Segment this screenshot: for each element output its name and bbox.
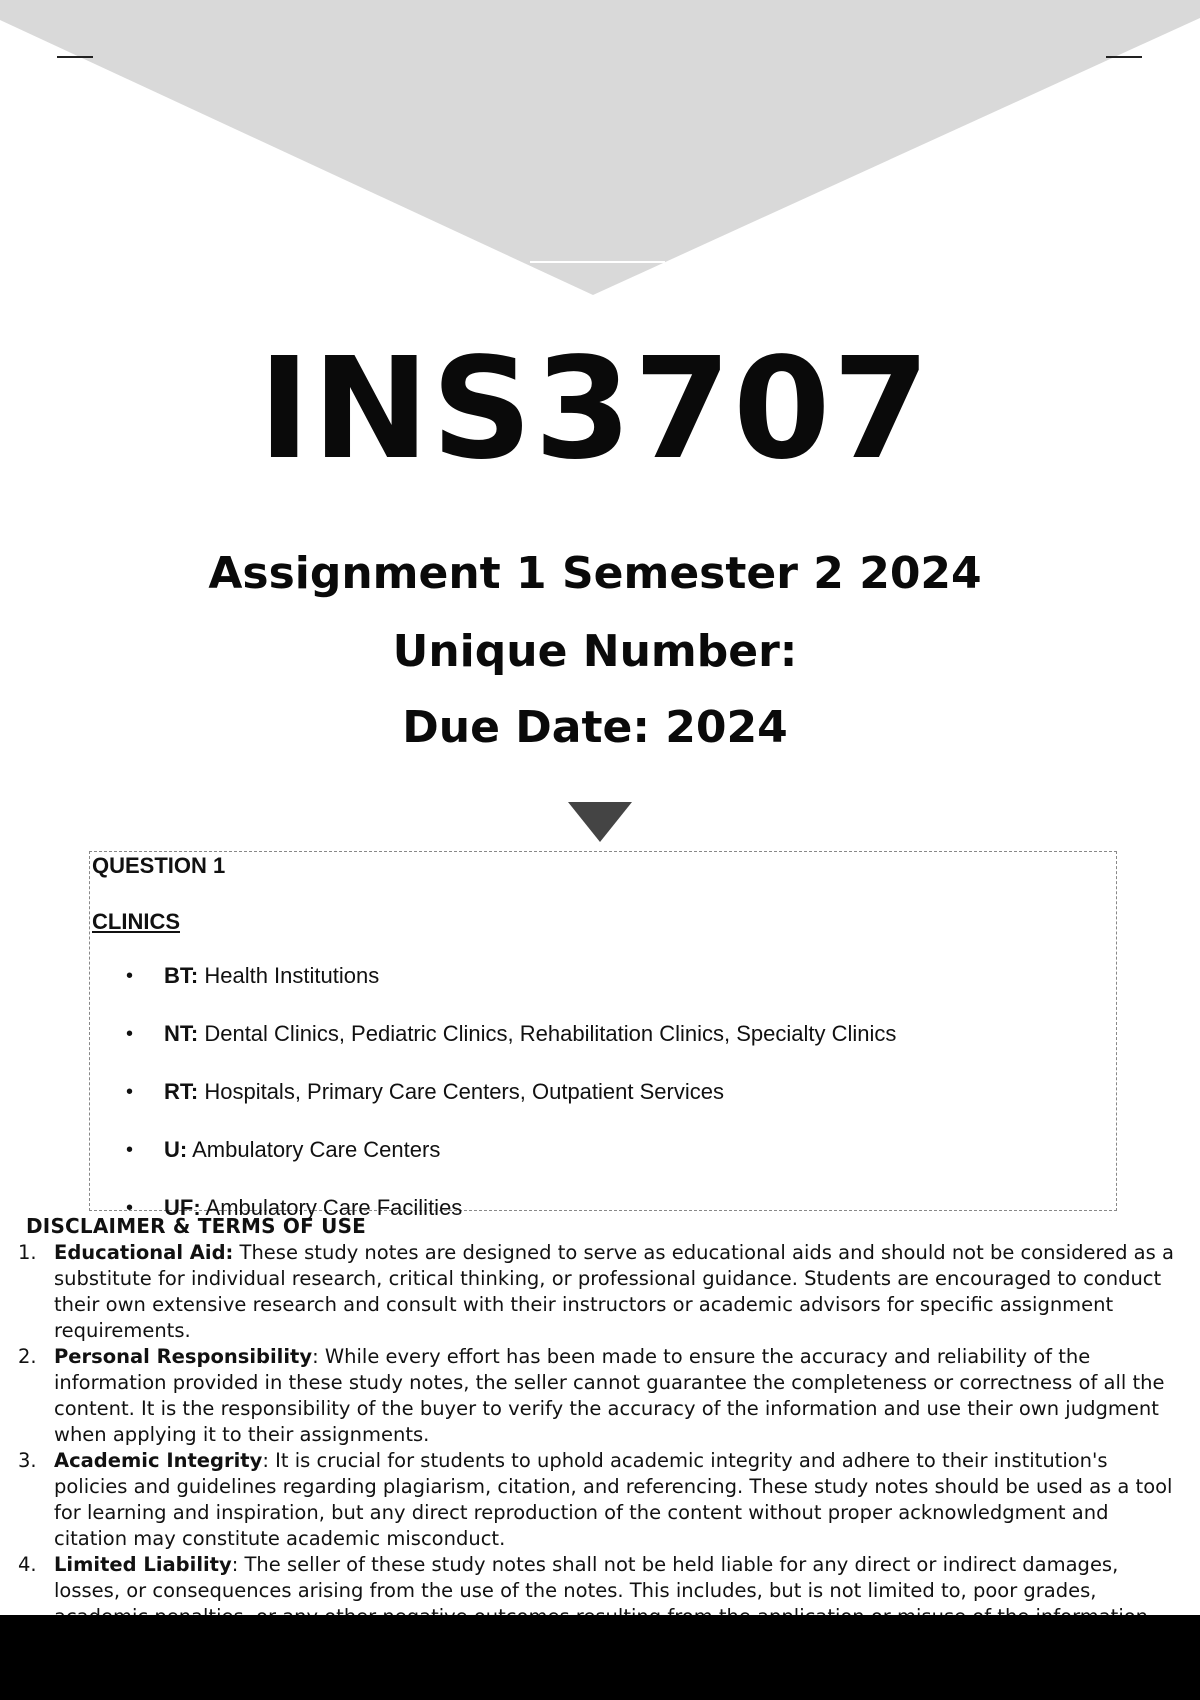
question-subtitle: CLINICS	[92, 909, 180, 934]
list-item	[0, 1344, 1200, 1448]
term-label: UF:	[164, 1195, 201, 1220]
question-title: QUESTION 1	[92, 853, 226, 878]
corner-line-left	[57, 56, 93, 58]
list-item	[0, 1448, 1200, 1552]
item-text: These study notes are designed to serve as educational aids and should not be considered as a substitute for individual research, critical thinking, or professional guidance. Students are encouraged to conduct their own extensive research and consult with their instructors or academic advisors for specific assignment requirements.	[54, 1241, 1174, 1342]
item-term: Limited Liability	[54, 1553, 232, 1576]
item-number: 3.	[18, 1449, 37, 1472]
question-term-list	[90, 962, 896, 1252]
item-text: : The seller of these study notes shall not be held liable for any direct or indirect damages, losses, or consequences arising from the use of the notes. This includes, but is not limited to, poor grades,	[54, 1553, 1119, 1602]
item-number: 2.	[18, 1345, 37, 1368]
item-text: : It is crucial for students to uphold academic integrity and adhere to their institution's policies and guidelines regarding plagiarism, citation, and referencing. These study notes should be used as a tool for learning and inspiration, but any direct reproduction of the content without proper acknowledgment and citation may constitute academic misconduct.	[54, 1449, 1173, 1550]
banner-chevron-shape	[0, 0, 1200, 295]
term-text: Hospitals, Primary Care Centers, Outpatient Services	[198, 1079, 724, 1104]
item-number: 1.	[18, 1241, 37, 1264]
assignment-line: Assignment 1 Semester 2 2024	[208, 548, 982, 599]
item-text: : While every effort has been made to ensure the accuracy and reliability of the information provided in these study notes, the seller cannot guarantee the completeness or correctness of all the content. It is the responsibility of the buyer to verify the accuracy of the information and use their own judgment when applying it to their assignments.	[54, 1345, 1165, 1446]
item-term: Academic Integrity	[54, 1449, 263, 1472]
corner-line-right	[1106, 56, 1142, 58]
header-banner	[0, 0, 1200, 300]
item-term: Personal Responsibility	[54, 1345, 313, 1368]
list-item	[90, 1020, 896, 1078]
term-text: Dental Clinics, Pediatric Clinics, Rehabilitation Clinics, Specialty Clinics	[198, 1021, 897, 1046]
course-code-title: INS3707	[258, 328, 932, 491]
term-text: Health Institutions	[198, 963, 380, 988]
term-label: NT:	[164, 1021, 199, 1046]
disclaimer-title: DISCLAIMER & TERMS OF USE	[26, 1214, 367, 1238]
term-label: RT:	[164, 1079, 199, 1104]
question-preview-box	[89, 851, 1117, 1220]
term-text: Ambulatory Care Facilities	[200, 1195, 463, 1220]
footer-bar	[0, 1615, 1200, 1700]
list-item	[90, 1078, 896, 1136]
due-date-line: Due Date: 2024	[402, 702, 788, 753]
term-label: U:	[164, 1137, 188, 1162]
item-number: 4.	[18, 1553, 37, 1576]
disclaimer-section	[0, 1213, 1200, 1615]
item-term: Educational Aid:	[54, 1241, 234, 1264]
term-text: Ambulatory Care Centers	[187, 1137, 441, 1162]
term-label: BT:	[164, 963, 199, 988]
unique-number-line: Unique Number:	[392, 626, 798, 677]
list-item	[90, 962, 896, 1020]
disclaimer-list	[0, 1240, 1200, 1630]
down-arrow-icon	[568, 802, 632, 842]
list-item	[90, 1136, 896, 1194]
list-item	[0, 1240, 1200, 1344]
